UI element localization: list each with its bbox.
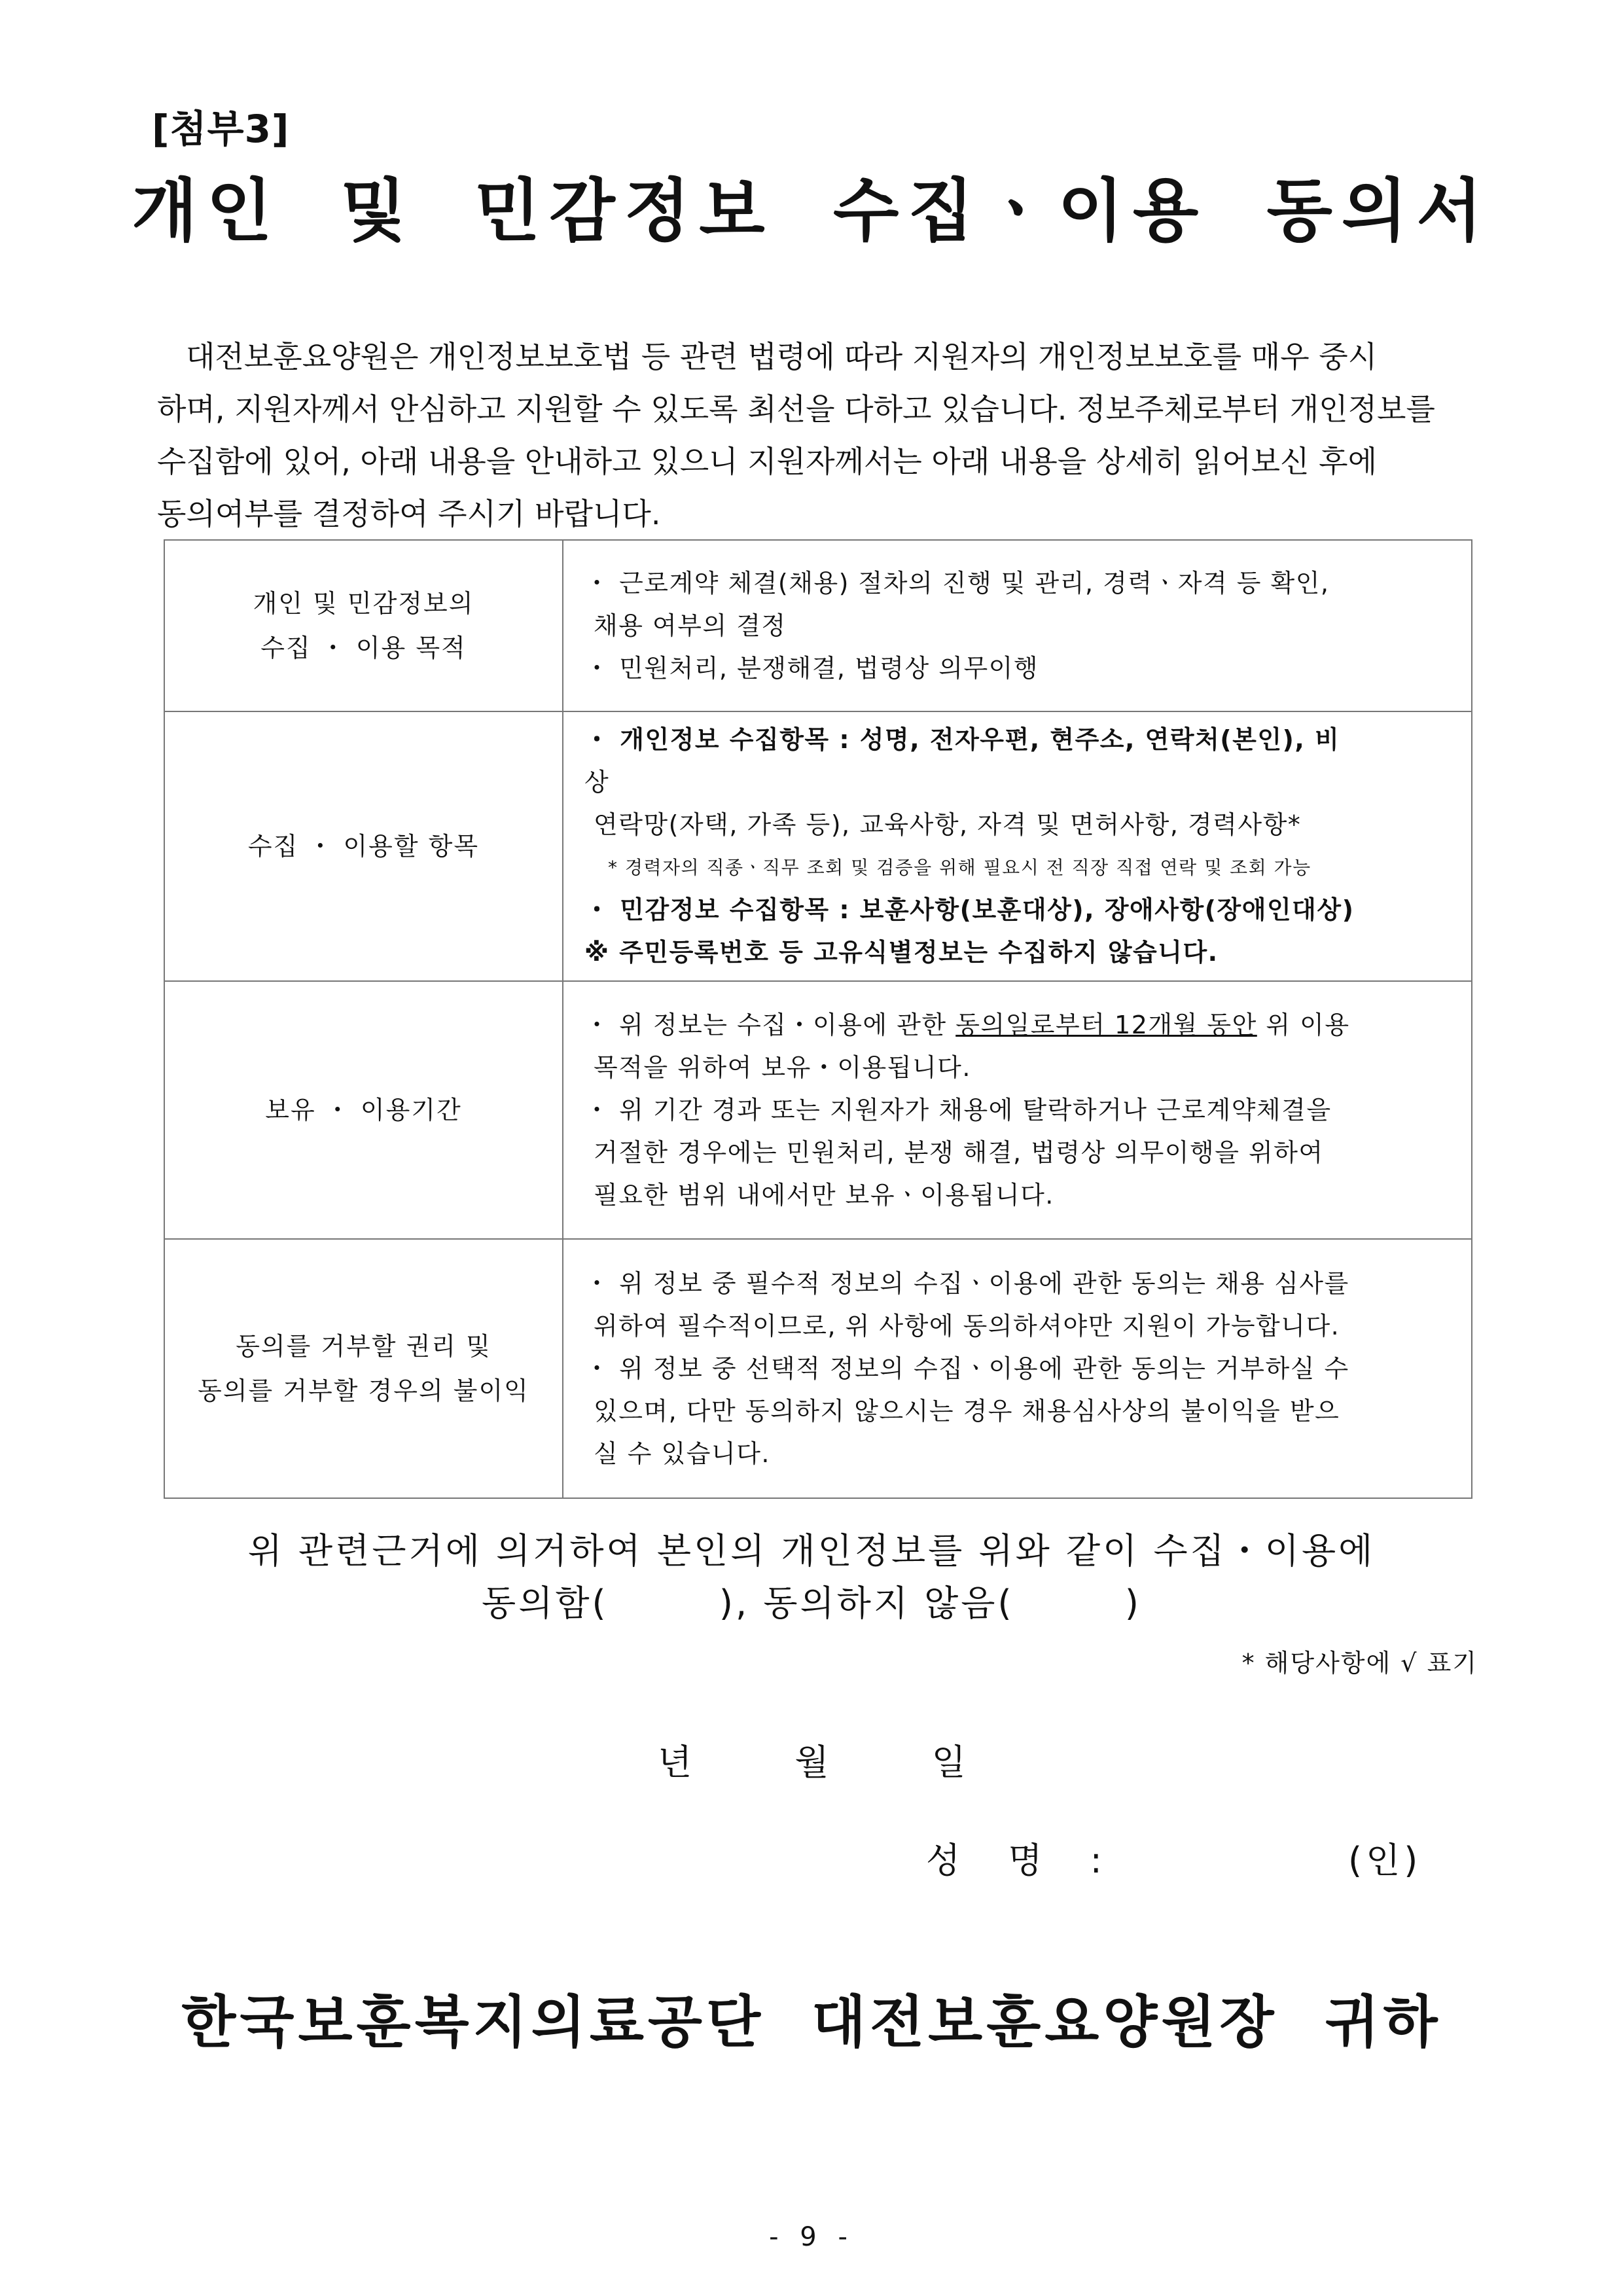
consent-table (164, 539, 1472, 1499)
intro-line: 하며, 지원자께서 안심하고 지원할 수 있도록 최선을 다하고 있습니다. 정보주체로부터 개인정보를 (157, 391, 1435, 427)
content-line: 위하여 필수적이므로, 위 사항에 동의하셔야만 지원이 가능합니다. (594, 1311, 1340, 1340)
table-row-purpose (164, 540, 1472, 711)
statement-line: 위 관련근거에 의거하여 본인의 개인정보를 위와 같이 수집・이용에 (247, 1530, 1376, 1571)
content-line: 상 (584, 768, 610, 797)
refusal-content (563, 1239, 1472, 1498)
retention-label (164, 981, 563, 1239)
content-line: 목적을 위하여 보유・이용됩니다. (594, 1052, 971, 1082)
content-text: 위 이용 (1257, 1010, 1350, 1039)
items-content (563, 711, 1472, 981)
content-line: 있으며, 다만 동의하지 않으시는 경우 채용심사상의 불이익을 받으 (594, 1396, 1340, 1426)
label-line: 동의를 거부할 경우의 불이익 (198, 1376, 529, 1405)
content-line: 필요한 범위 내에서만 보유ㆍ이용됩니다. (594, 1180, 1054, 1210)
content-line: ・ 개인정보 수집항목 : 성명, 전자우편, 현주소, 연락처(본인), 비 (584, 725, 1340, 754)
content-line: ・ 민원처리, 분쟁해결, 법령상 의무이행 (584, 653, 1039, 683)
table-row-items (164, 711, 1472, 981)
content-line: 실 수 있습니다. (594, 1439, 770, 1468)
document-title: 개인 및 민감정보 수집ㆍ이용 동의서 (132, 171, 1491, 251)
date-field[interactable]: 년 월 일 (658, 1742, 966, 1783)
content-line: 채용 여부의 결정 (594, 611, 787, 640)
label-line: 수집 ・ 이용할 항목 (247, 832, 480, 861)
seal-mark[interactable]: (인) (1348, 1840, 1422, 1881)
label-line: 보유 ・ 이용기간 (265, 1096, 462, 1124)
content-line: ※ 주민등록번호 등 고유식별정보는 수집하지 않습니다. (584, 938, 1219, 967)
consent-statement (0, 1525, 1623, 1630)
table-row-retention (164, 981, 1472, 1239)
addressee: 한국보훈복지의료공단 대전보훈요양원장 귀하 (181, 1990, 1442, 2055)
intro-paragraph (157, 331, 1479, 540)
intro-line: 대전보훈요양원은 개인정보보호법 등 관련 법령에 따라 지원자의 개인정보보호를 매우 중시 (186, 339, 1378, 374)
label-line: 수집 ・ 이용 목적 (260, 634, 467, 662)
page-number: - 9 - (769, 2222, 854, 2252)
underlined-period: 동의일로부터 12개월 동안 (955, 1010, 1257, 1039)
attachment-label: [첨부3] (152, 107, 290, 151)
label-line: 개인 및 민감정보의 (253, 589, 474, 618)
consent-choice-line[interactable]: 동의함( ), 동의하지 않음( ) (482, 1583, 1141, 1624)
refusal-label (164, 1239, 563, 1498)
content-line: ・ 위 기간 경과 또는 지원자가 채용에 탈락하거나 근로계약체결을 (584, 1095, 1332, 1124)
content-line: ・ 근로계약 체결(채용) 절차의 진행 및 관리, 경력ㆍ자격 등 확인, (584, 568, 1330, 598)
purpose-content (563, 540, 1472, 711)
items-label (164, 711, 563, 981)
content-text: ・ 위 정보는 수집・이용에 관한 (584, 1010, 956, 1039)
content-line: 거절한 경우에는 민원처리, 분쟁 해결, 법령상 의무이행을 위하여 (594, 1138, 1324, 1167)
purpose-label (164, 540, 563, 711)
content-line: ・ 위 정보 중 필수적 정보의 수집ㆍ이용에 관한 동의는 채용 심사를 (584, 1268, 1349, 1298)
footnote-line: * 경력자의 직종ㆍ직무 조회 및 검증을 위해 필요시 전 직장 직접 연락 및 조회 가능 (608, 857, 1311, 878)
content-line: 연락망(자택, 가족 등), 교육사항, 자격 및 면허사항, 경력사항* (594, 810, 1302, 839)
label-line: 동의를 거부할 권리 및 (236, 1332, 491, 1361)
content-line: ・ 민감정보 수집항목 : 보훈사항(보훈대상), 장애사항(장애인대상) (584, 895, 1355, 924)
content-line: ・ 위 정보 중 선택적 정보의 수집ㆍ이용에 관한 동의는 거부하실 수 (584, 1354, 1349, 1383)
name-signature-label: 성 명 : (926, 1840, 1120, 1881)
table-row-refusal (164, 1239, 1472, 1498)
intro-line: 수집함에 있어, 아래 내용을 안내하고 있으니 지원자께서는 아래 내용을 상세히 읽어보신 후에 (157, 444, 1378, 479)
content-line (584, 1004, 1458, 1047)
check-note: * 해당사항에 √ 표기 (1241, 1649, 1478, 1677)
intro-line: 동의여부를 결정하여 주시기 바랍니다. (157, 496, 661, 531)
retention-content (563, 981, 1472, 1239)
